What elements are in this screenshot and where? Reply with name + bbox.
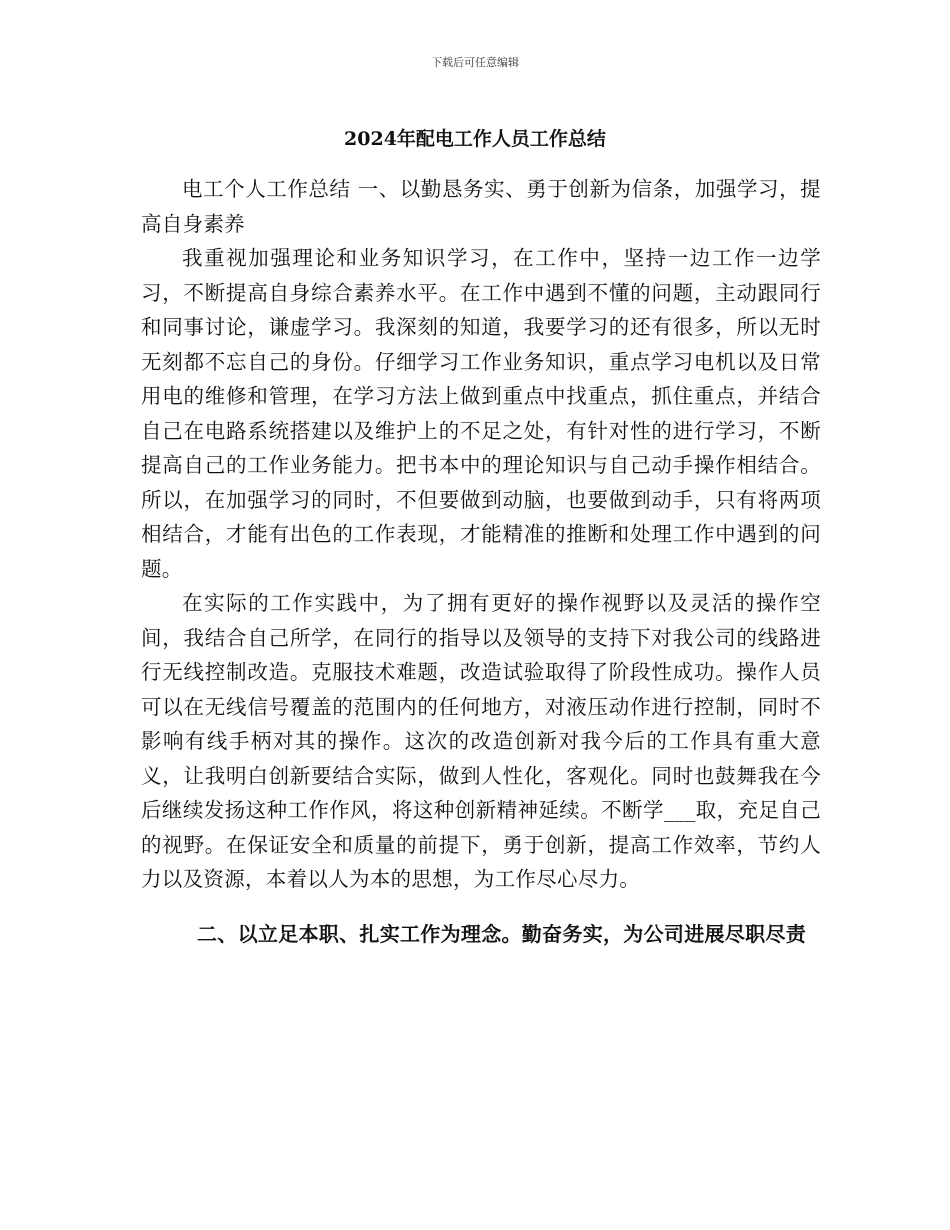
section-heading-two: 二、以立足本职、扎实工作为理念。勤奋务实，为公司进展尽职尽责 [197,921,806,946]
page-header-note: 下载后可任意编辑 [431,56,519,69]
document-body [141,172,821,955]
document-title: 2024年配电工作人员工作总结 [344,128,606,150]
paragraph-practice: 在实际的工作实践中，为了拥有更好的操作视野以及灵活的操作空间，我结合自己所学，在同行的指导以及领导的支持下对我公司的线路进行无线控制改造。克服技术难题，改造试验取得了阶段性成功。操作人员可以在无线信号覆盖的范围内的任何地方，对液压动作进行控制，同时不影响有线手柄对其的操作。这次的改造创新对我今后的工作具有重大意义，让我明白创新要结合实际，做到人性化，客观化。同时也鼓舞我在今后继续发扬这种工作作风，将这种创新精神延续。不断学___取，充足自己的视野。在保证安全和质量的前提下，勇于创新，提高工作效率，节约人力以及资源，本着以人为本的思想，为工作尽心尽力。 [141,591,821,891]
paragraph-intro: 电工个人工作总结 一、以勤恳务实、勇于创新为信条，加强学习，提高自身素养 [141,177,821,236]
paragraph-study: 我重视加强理论和业务知识学习，在工作中，坚持一边工作一边学习，不断提高自身综合素养水平。在工作中遇到不懂的问题，主动跟同行和同事讨论，谦虚学习。我深刻的知道，我要学习的还有很多，所以无时无刻都不忘自己的身份。仔细学习工作业务知识，重点学习电机以及日常用电的维修和管理，在学习方法上做到重点中找重点，抓住重点，并结合自己在电路系统搭建以及维护上的不足之处，有针对性的进行学习，不断提高自己的工作业务能力。把书本中的理论知识与自己动手操作相结合。所以，在加强学习的同时，不但要做到动脑，也要做到动手，只有将两项相结合，才能有出色的工作表现，才能精准的推断和处理工作中遇到的问题。 [141,246,821,581]
